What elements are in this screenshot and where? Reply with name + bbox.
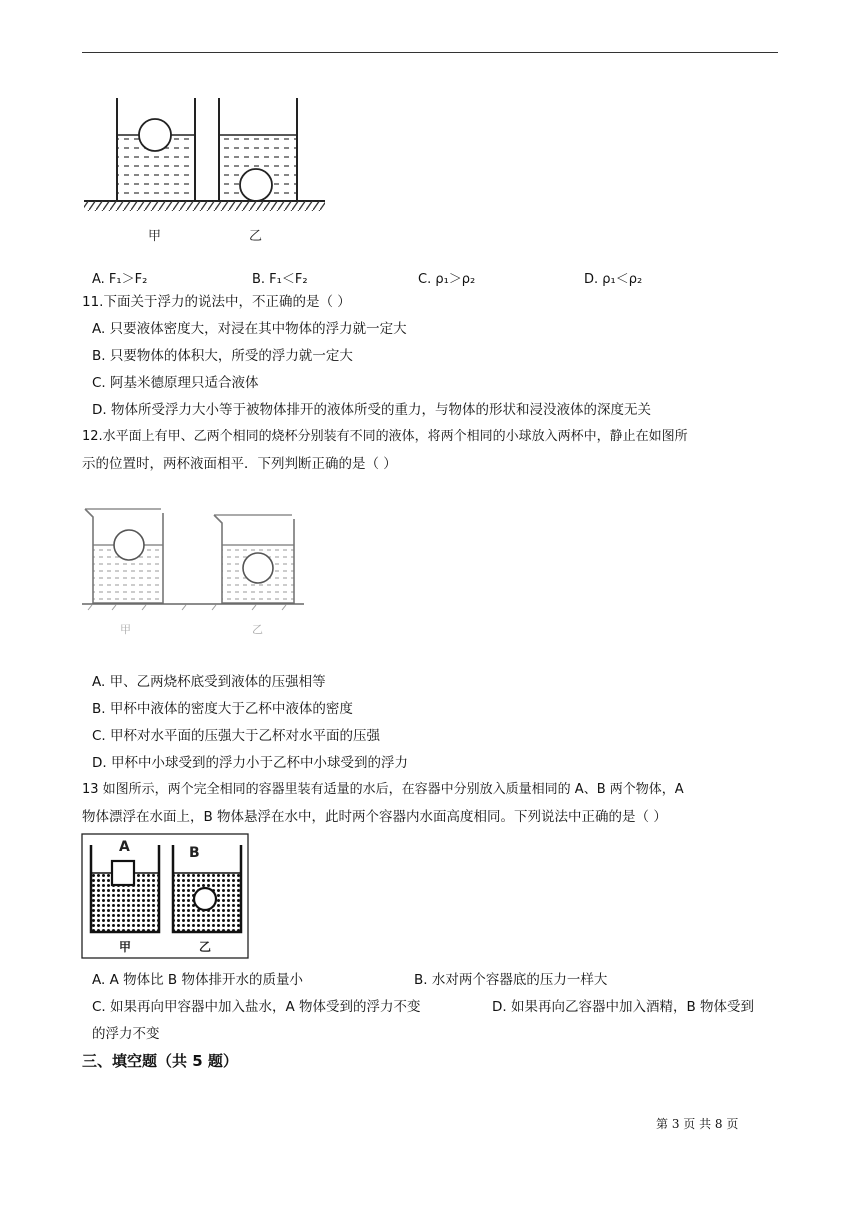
- q10-figure: [82, 90, 332, 255]
- q13-label-jia: 甲: [119, 940, 132, 954]
- q12-label-jia: 甲: [120, 623, 131, 636]
- q11-option-c: C. 阿基米德原理只适合液体: [92, 375, 259, 391]
- page-number: 第 3 页 共 8 页: [656, 1117, 739, 1131]
- q13-option-d-line2: 的浮力不变: [92, 1026, 160, 1042]
- q13-label-a: A: [119, 839, 130, 855]
- q10-label-yi: 乙: [249, 229, 263, 244]
- section-title: 三、填空题（共 5 题）: [82, 1052, 238, 1070]
- q12-option-a: A. 甲、乙两烧杯底受到液体的压强相等: [92, 674, 326, 690]
- q10-option-c: C. ρ₁＞ρ₂: [418, 272, 476, 287]
- q12-stem-line1: 12.水平面上有甲、乙两个相同的烧杯分别装有不同的液体，将两个相同的小球放入两杯中，静止在如图所: [82, 429, 688, 444]
- q12-option-b: B. 甲杯中液体的密度大于乙杯中液体的密度: [92, 701, 353, 717]
- q11-stem: 11.下面关于浮力的说法中，不正确的是（ ）: [82, 294, 351, 310]
- q13-label-yi: 乙: [199, 940, 212, 954]
- q12-option-c: C. 甲杯对水平面的压强大于乙杯对水平面的压强: [92, 728, 381, 744]
- q12-label-yi: 乙: [252, 623, 263, 636]
- header-rule: [82, 52, 778, 53]
- q11-option-a: A. 只要液体密度大，对浸在其中物体的浮力就一定大: [92, 321, 407, 337]
- q13-option-c: C. 如果再向甲容器中加入盐水，A 物体受到的浮力不变: [92, 999, 421, 1015]
- q12-stem-line2: 示的位置时，两杯液面相平．下列判断正确的是（ ）: [82, 456, 397, 472]
- q12-option-d: D. 甲杯中小球受到的浮力小于乙杯中小球受到的浮力: [92, 755, 408, 771]
- q13-figure: [81, 833, 251, 961]
- q12-figure: [82, 505, 312, 645]
- q13-option-d-line1: D. 如果再向乙容器中加入酒精，B 物体受到: [492, 999, 755, 1015]
- q13-option-b: B. 水对两个容器底的压力一样大: [414, 972, 608, 988]
- q11-option-d: D. 物体所受浮力大小等于被物体排开的液体所受的重力，与物体的形状和浸没液体的深度无关: [92, 402, 651, 418]
- q10-label-jia: 甲: [148, 229, 162, 244]
- q13-option-a: A. A 物体比 B 物体排开水的质量小: [92, 972, 303, 988]
- q13-stem-line1: 13 如图所示，两个完全相同的容器里装有适量的水后，在容器中分别放入质量相同的 A、B 两个物体，A: [82, 782, 684, 797]
- q10-option-d: D. ρ₁＜ρ₂: [584, 272, 643, 287]
- q13-label-b: B: [189, 845, 200, 861]
- q11-option-b: B. 只要物体的体积大，所受的浮力就一定大: [92, 348, 353, 364]
- q13-stem-line2: 物体漂浮在水面上，B 物体悬浮在水中，此时两个容器内水面高度相同。下列说法中正确的是（ ）: [82, 809, 667, 825]
- q10-option-b: B. F₁＜F₂: [252, 272, 308, 287]
- q10-option-a: A. F₁＞F₂: [92, 272, 148, 287]
